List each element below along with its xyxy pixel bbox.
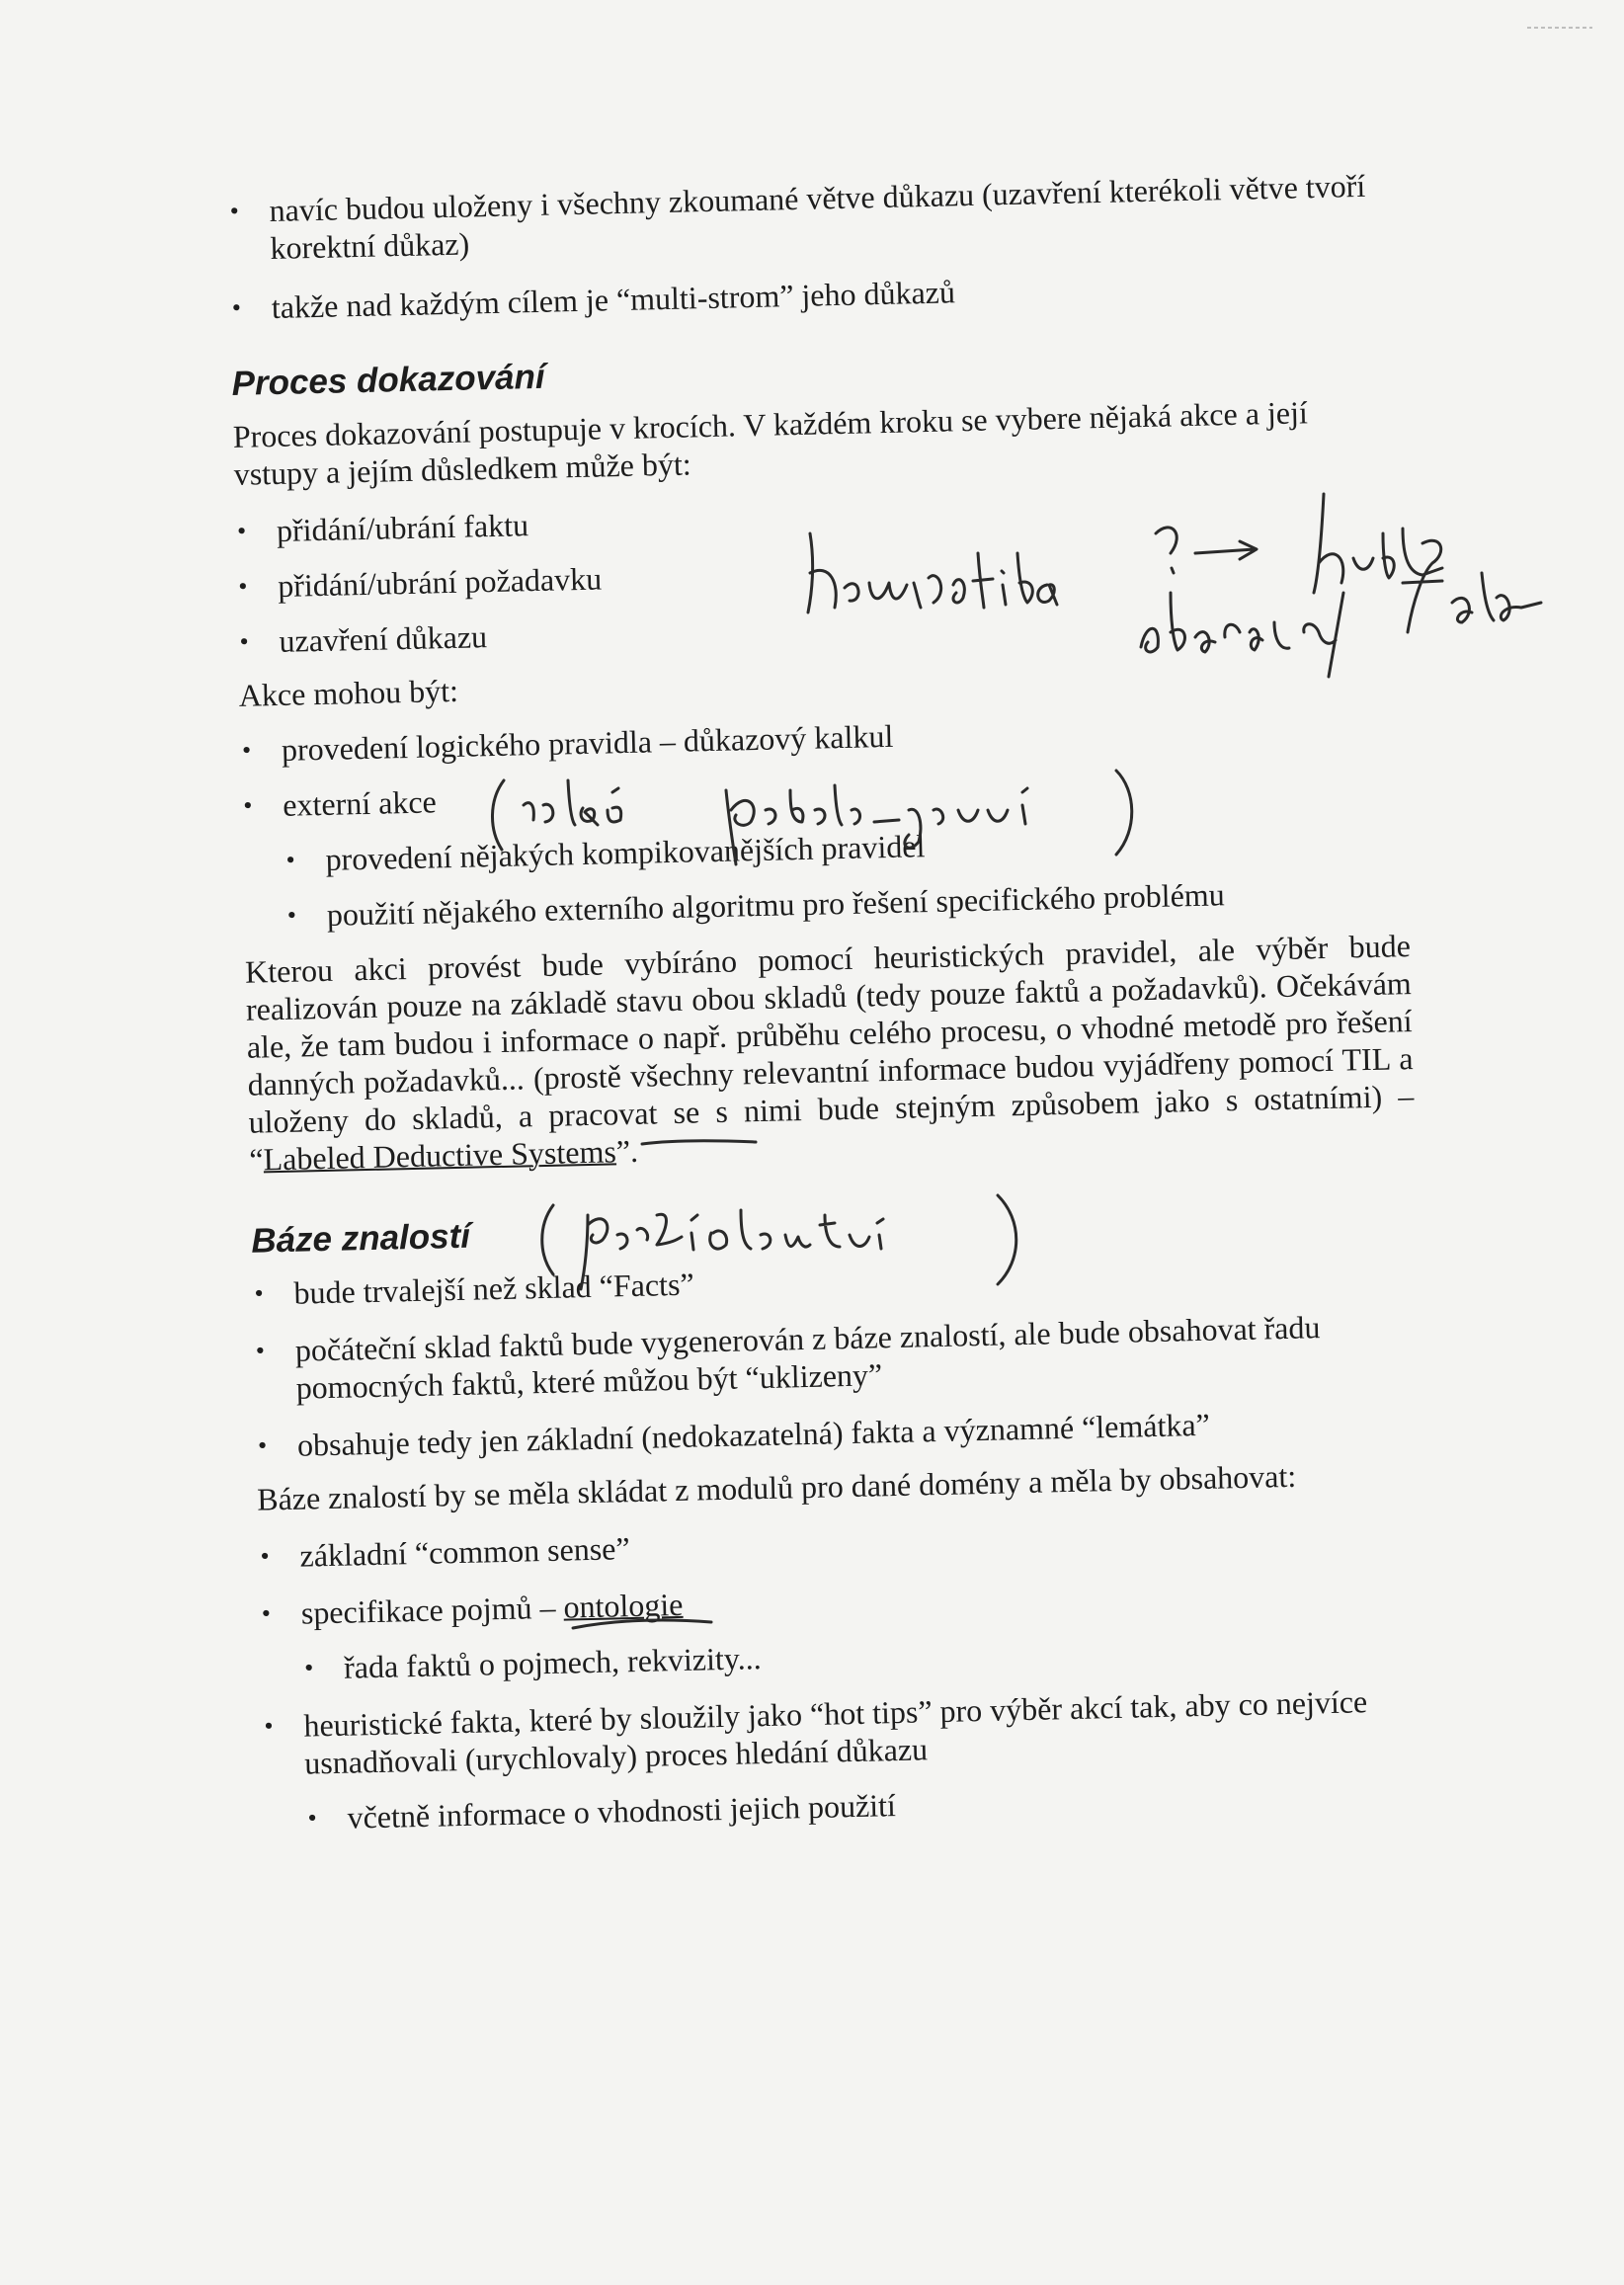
list-item: • řada faktů o pojmech, rekvizity... [261,1624,1427,1688]
heading-baze: Báze znalostí [250,1216,471,1261]
list-item: • takže nad každým cílem je “multi-strom” jeho důkazů [229,263,1396,327]
list-item: • heuristické fakta, které by sloužily jako “hot tips” pro výběr akcí tak, aby co nejvíce usnadňovali (urychlovaly) proces hledání důkazu [262,1681,1428,1783]
baze-intro: Báze znalostí by se měla skládat z modulů pro dané domény a měla by obsahovat: [256,1457,1297,1517]
proces-paragraph [245,927,1416,1179]
list-item: • počáteční sklad faktů bude vygenerován z báze znalostí, ale bude obsahovat řadu pomocných faktů, které můžou být “uklizeny” [253,1306,1420,1408]
actions-label: Akce mohou být: [238,672,459,713]
list-item: • včetně informace o vhodnosti jejich použití [264,1774,1430,1838]
spec-prefix: specifikace pojmů – [300,1589,564,1631]
list-item: • provedení nějakých kompikovanějších pravidel [242,816,1409,880]
paragraph-end: ”. [615,1132,639,1170]
list-item: • bude trvalejší než sklad “Facts” [252,1249,1419,1313]
lds-underlined: Labeled Deductive Systems [263,1133,617,1178]
list-item: • provedení logického pravidla – důkazový kalkul [240,705,1407,770]
list-item [259,1569,1425,1633]
proces-intro: Proces dokazování postupuje v krocích. V každém kroku se vybere nějaká akce a její vstupy a jejím důsledkem může být: [232,394,1309,492]
heading-proces: Proces dokazování [231,357,546,403]
ontologie-underlined: ontologie [563,1586,684,1625]
list-item: • použití nějakého externího algoritmu pro řešení specifického problému [243,871,1410,936]
list-item: • uzavření důkazu [237,597,1404,661]
list-item: • obsahuje tedy jen základní (nedokazatelná) fakta a významné “lemátka” [256,1401,1422,1465]
list-item: • základní “common sense” [258,1511,1424,1576]
corner-mark [1525,18,1594,24]
list-item: • externí akce [241,761,1408,825]
list-item: • přidání/ubrání požadavku [236,541,1403,606]
list-item: • přidání/ubrání faktu [235,486,1402,550]
list-item: • navíc budou uloženy i všechny zkoumané větve důkazu (uzavření kterékoli větve tvoří korektní důkaz) [227,166,1394,268]
document-body [227,156,1430,1837]
paragraph-text: Kterou akci provést bude vybíráno pomocí heuristických pravidel, ale výběr bude realizován pouze na základě stavu obou skladů (tedy pouze faktů a požadavků). Očekávám ale, že tam budou i informace o např. průběhu celého procesu, o vhodné metodě pro řešení danných požadavků... (prostě všechny relevantní informace budou vyjádřeny pomocí TIL a uloženy do skladů, a pracovat se s nimi bude stejným způsobem jako s ostatními) – “ [244,928,1415,1178]
